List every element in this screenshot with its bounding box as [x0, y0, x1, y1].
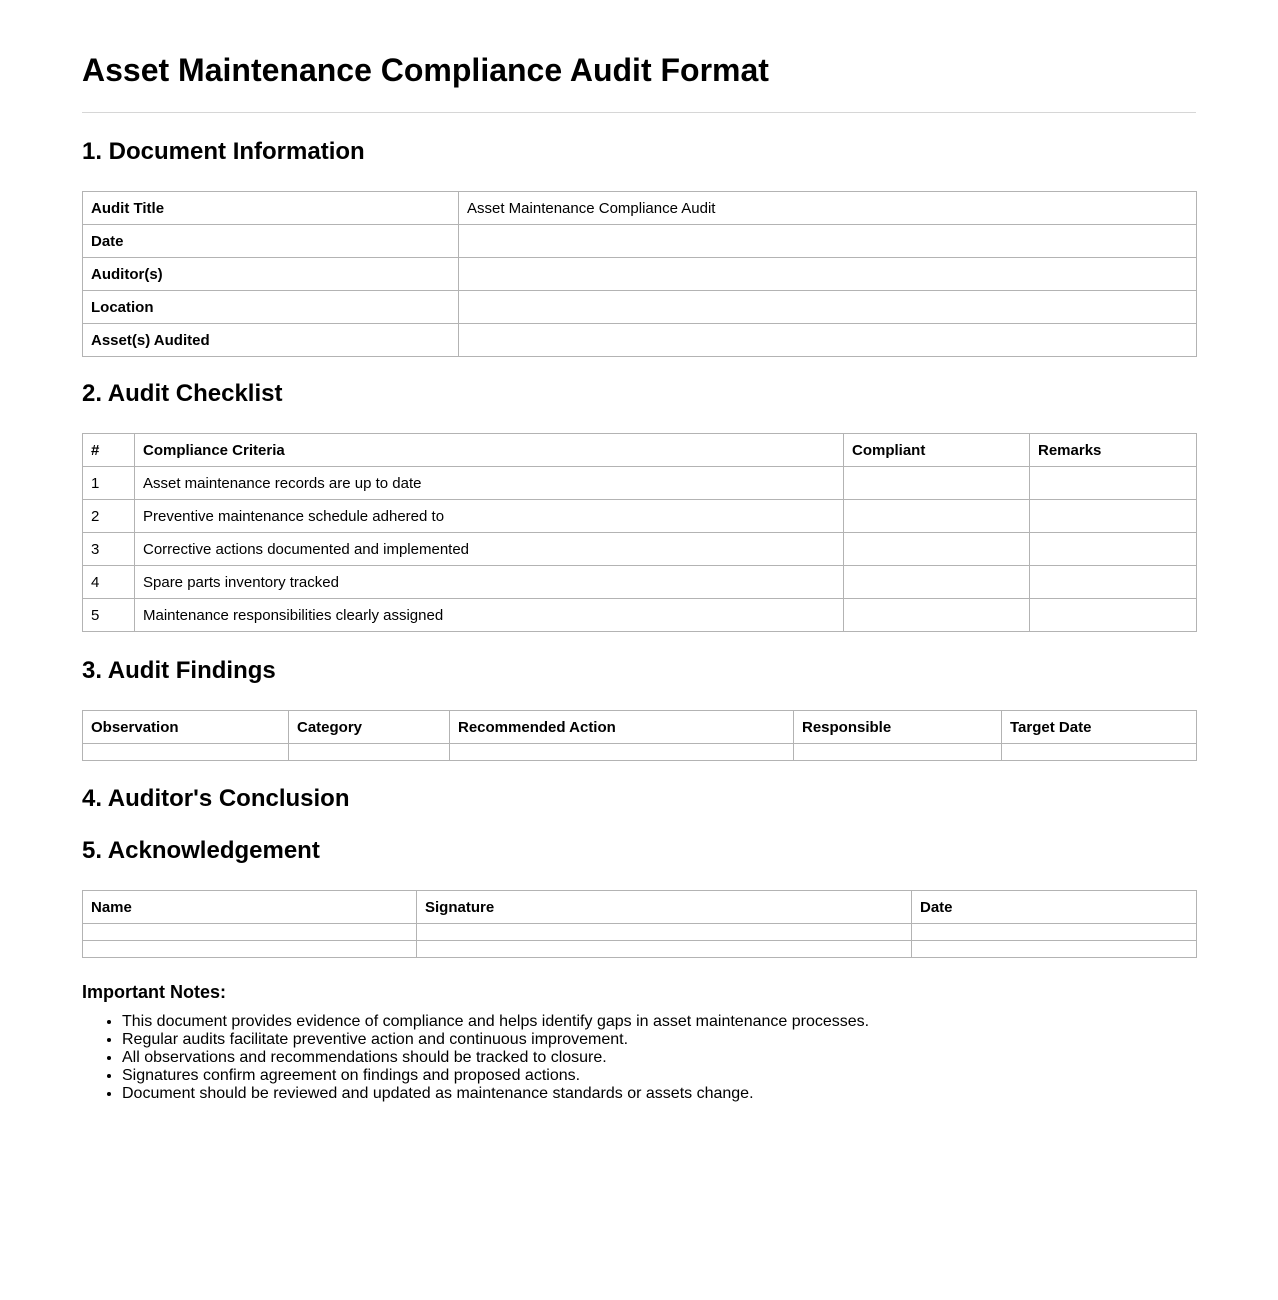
- location-label: Location: [83, 291, 459, 324]
- name-cell[interactable]: [83, 924, 417, 941]
- list-item: • Document should be reviewed and updated as maintenance standards or assets change.: [122, 1085, 1196, 1103]
- checklist-remarks-cell[interactable]: [1030, 566, 1197, 599]
- column-header-category: Category: [289, 711, 450, 744]
- checklist-number: 3: [83, 533, 135, 566]
- column-header-number: #: [83, 434, 135, 467]
- column-header-recommended-action: Recommended Action: [450, 711, 794, 744]
- important-notes-list: [82, 1013, 1196, 1103]
- section-heading-auditors-conclusion: 4. Auditor's Conclusion: [82, 785, 350, 812]
- recommended-action-cell[interactable]: [450, 744, 794, 761]
- checklist-remarks-cell[interactable]: [1030, 467, 1197, 500]
- date-cell[interactable]: [912, 924, 1197, 941]
- section-heading-acknowledgement: 5. Acknowledgement: [82, 837, 320, 864]
- title-divider: [82, 112, 1196, 113]
- checklist-number: 1: [83, 467, 135, 500]
- table-row: [83, 258, 1197, 291]
- checklist-criteria: Maintenance responsibilities clearly assigned: [135, 599, 844, 632]
- column-header-name: Name: [83, 891, 417, 924]
- column-header-target-date: Target Date: [1002, 711, 1197, 744]
- checklist-compliant-cell[interactable]: [844, 533, 1030, 566]
- audit-title-value[interactable]: Asset Maintenance Compliance Audit: [459, 192, 1197, 225]
- auditors-value[interactable]: [459, 258, 1197, 291]
- checklist-number: 2: [83, 500, 135, 533]
- signature-cell[interactable]: [417, 924, 912, 941]
- section-heading-audit-findings: 3. Audit Findings: [82, 657, 276, 684]
- section-heading-audit-checklist: 2. Audit Checklist: [82, 380, 283, 407]
- table-row: [83, 291, 1197, 324]
- checklist-criteria: Preventive maintenance schedule adhered to: [135, 500, 844, 533]
- column-header-compliant: Compliant: [844, 434, 1030, 467]
- table-row: [83, 941, 1197, 958]
- table-row: [83, 225, 1197, 258]
- table-row: [83, 599, 1197, 632]
- table-row: [83, 744, 1197, 761]
- document-title: Asset Maintenance Compliance Audit Format: [82, 52, 769, 88]
- location-value[interactable]: [459, 291, 1197, 324]
- checklist-number: 4: [83, 566, 135, 599]
- column-header-compliance-criteria: Compliance Criteria: [135, 434, 844, 467]
- date-value[interactable]: [459, 225, 1197, 258]
- table-row: [83, 533, 1197, 566]
- column-header-responsible: Responsible: [794, 711, 1002, 744]
- important-notes-title: Important Notes:: [82, 982, 226, 1002]
- column-header-remarks: Remarks: [1030, 434, 1197, 467]
- observation-cell[interactable]: [83, 744, 289, 761]
- table-row: [83, 566, 1197, 599]
- checklist-criteria: Asset maintenance records are up to date: [135, 467, 844, 500]
- audit-findings-table: [82, 710, 1197, 761]
- table-row: [83, 324, 1197, 357]
- checklist-criteria: Spare parts inventory tracked: [135, 566, 844, 599]
- checklist-number: 5: [83, 599, 135, 632]
- auditors-label: Auditor(s): [83, 258, 459, 291]
- checklist-remarks-cell[interactable]: [1030, 533, 1197, 566]
- column-header-signature: Signature: [417, 891, 912, 924]
- checklist-compliant-cell[interactable]: [844, 599, 1030, 632]
- list-item: • Signatures confirm agreement on findings and proposed actions.: [122, 1067, 1196, 1085]
- name-cell[interactable]: [83, 941, 417, 958]
- audit-checklist-table: [82, 433, 1197, 632]
- checklist-compliant-cell[interactable]: [844, 566, 1030, 599]
- table-row: [83, 467, 1197, 500]
- audit-title-label: Audit Title: [83, 192, 459, 225]
- assets-audited-value[interactable]: [459, 324, 1197, 357]
- target-date-cell[interactable]: [1002, 744, 1197, 761]
- checklist-remarks-cell[interactable]: [1030, 599, 1197, 632]
- column-header-observation: Observation: [83, 711, 289, 744]
- table-row: [83, 500, 1197, 533]
- assets-audited-label: Asset(s) Audited: [83, 324, 459, 357]
- checklist-compliant-cell[interactable]: [844, 467, 1030, 500]
- list-item: • This document provides evidence of compliance and helps identify gaps in asset maintenance processes.: [122, 1013, 1196, 1031]
- date-cell[interactable]: [912, 941, 1197, 958]
- document-page: [82, 0, 1196, 1103]
- category-cell[interactable]: [289, 744, 450, 761]
- section-heading-document-information: 1. Document Information: [82, 138, 365, 165]
- date-label: Date: [83, 225, 459, 258]
- signature-cell[interactable]: [417, 941, 912, 958]
- table-header-row: [83, 711, 1197, 744]
- acknowledgement-table: [82, 890, 1197, 958]
- table-header-row: [83, 434, 1197, 467]
- list-item: • Regular audits facilitate preventive action and continuous improvement.: [122, 1031, 1196, 1049]
- table-row: [83, 192, 1197, 225]
- checklist-compliant-cell[interactable]: [844, 500, 1030, 533]
- checklist-criteria: Corrective actions documented and implemented: [135, 533, 844, 566]
- table-header-row: [83, 891, 1197, 924]
- table-row: [83, 924, 1197, 941]
- checklist-remarks-cell[interactable]: [1030, 500, 1197, 533]
- responsible-cell[interactable]: [794, 744, 1002, 761]
- column-header-date: Date: [912, 891, 1197, 924]
- list-item: • All observations and recommendations should be tracked to closure.: [122, 1049, 1196, 1067]
- document-information-table: [82, 191, 1197, 357]
